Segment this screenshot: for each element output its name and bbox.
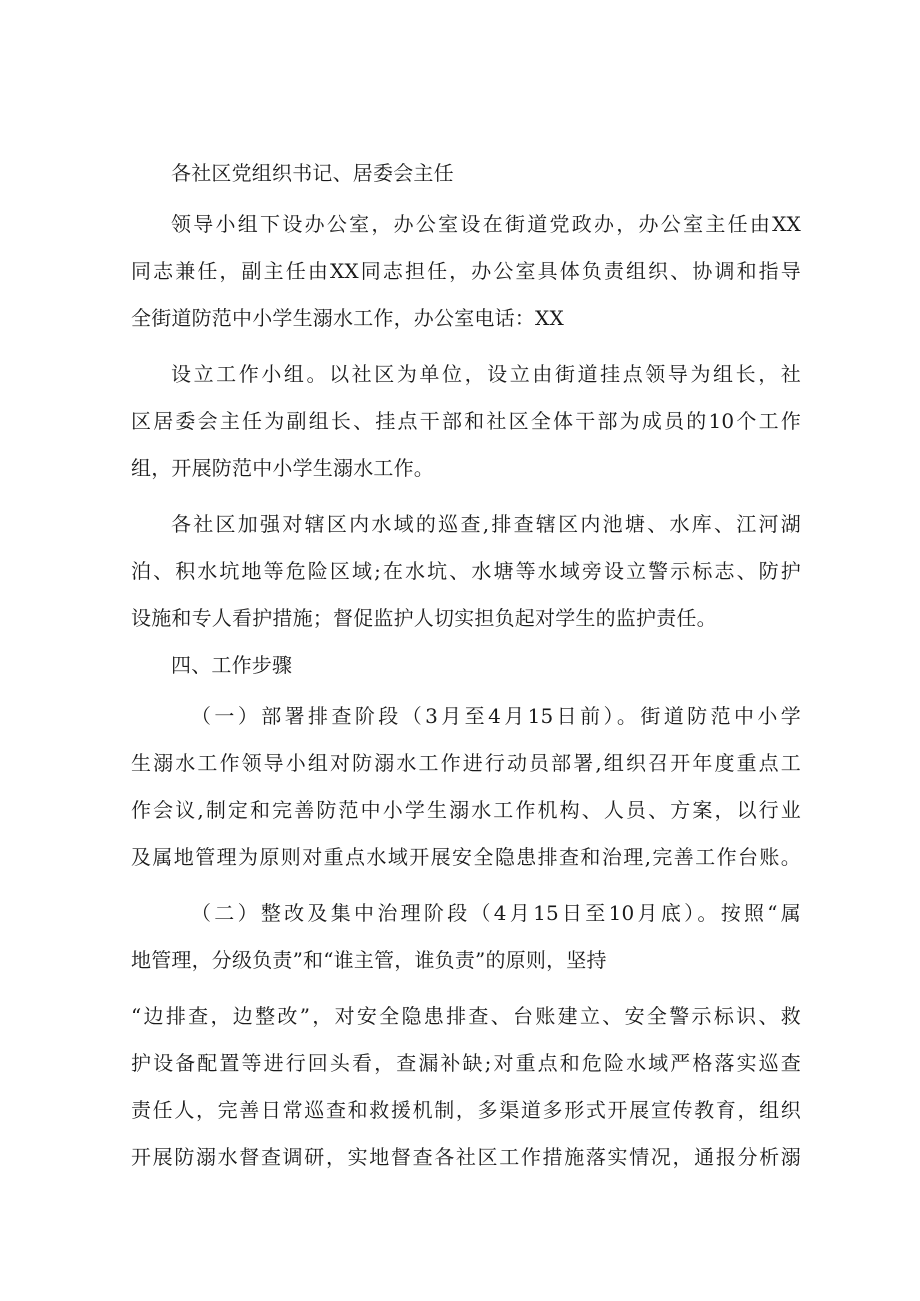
document-body [131,150,801,1181]
text-line: 设施和专人看护措施；督促监护人切实担负起对学生的监护责任。 [131,606,717,630]
text-line: 地管理，分级负责”和“谁主管，谁负责”的原则，坚持 [131,948,607,972]
text-line: 同志兼任，副主任由XX同志担任，办公室具体负责组织、协调和指导 [131,259,801,283]
text-line: 各社区加强对辖区内水域的巡查,排查辖区内池塘、水库、江河湖 [171,512,801,536]
section-heading: 四、工作步骤 [171,653,293,677]
text-line: “边排查，边整改”，对安全隐患排查、台账建立、安全警示标识、救 [131,1004,801,1028]
text-line: 各社区党组织书记、居委会主任 [171,161,454,185]
text-line: 组，开展防范中小学生溺水工作。 [131,456,434,480]
text-line: 领导小组下设办公室，办公室设在街道党政办，办公室主任由XX [171,212,801,236]
text-line: 泊、积水坑地等危险区域;在水坑、水塘等水域旁设立警示标志、防护 [131,559,801,583]
text-line: 全街道防范中小学生溺水工作，办公室电话：XX [131,306,564,330]
text-line: （一）部署排查阶段（3月至4月15日前）。街道防范中小学 [191,704,801,728]
text-line: 及属地管理为原则对重点水域开展安全隐患排查和治理,完善工作台账。 [131,845,801,869]
text-line: 生溺水工作领导小组对防溺水工作进行动员部署,组织召开年度重点工 [131,751,801,775]
text-line: 开展防溺水督查调研，实地督查各社区工作措施落实情况，通报分析溺 [131,1145,801,1169]
text-line: 作会议,制定和完善防范中小学生溺水工作机构、人员、方案，以行业 [131,798,801,822]
text-line: 区居委会主任为副组长、挂点干部和社区全体干部为成员的10个工作 [131,409,801,433]
text-line: （二）整改及集中治理阶段（4月15日至10月底）。按照“属 [191,901,801,925]
text-line: 责任人，完善日常巡查和救援机制，多渠道多形式开展宣传教育，组织 [131,1098,801,1122]
text-line: 设立工作小组。以社区为单位，设立由街道挂点领导为组长，社 [171,362,801,386]
text-line: 护设备配置等进行回头看，查漏补缺;对重点和危险水域严格落实巡查 [131,1051,801,1075]
